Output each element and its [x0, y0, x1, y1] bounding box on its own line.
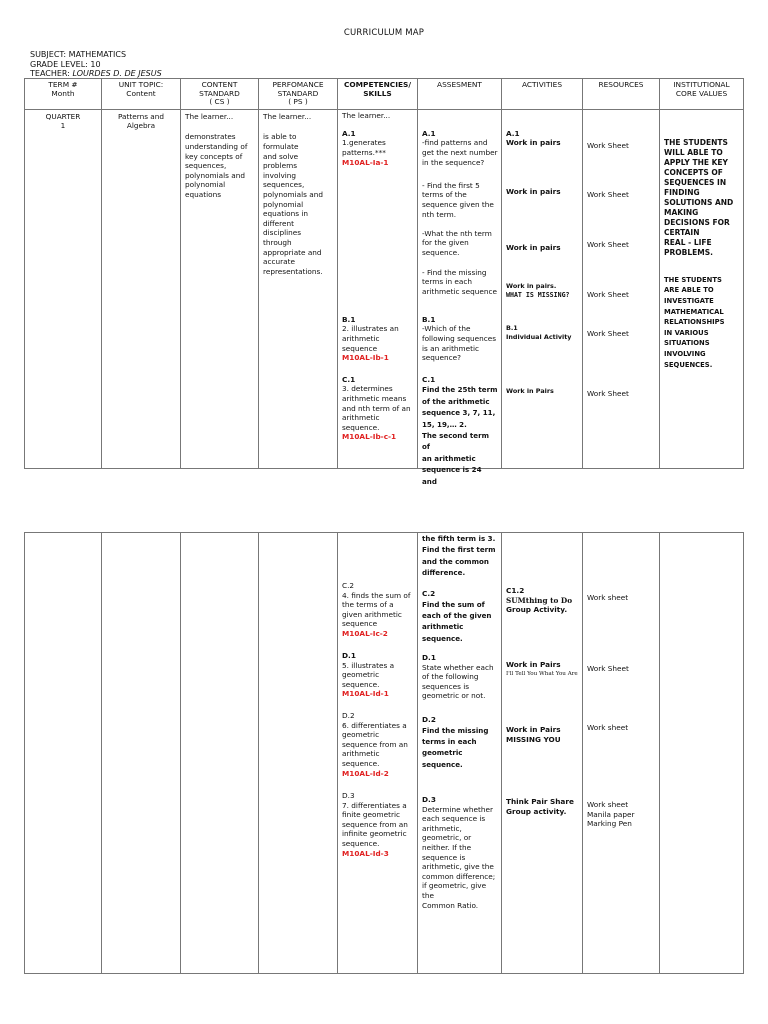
text-line: and nth term of an [342, 403, 411, 413]
activity-d3 [506, 797, 579, 816]
act-d1b: I'll Tell You What You Are [506, 670, 578, 677]
assessment-c1-continued [422, 533, 498, 579]
text-line: sequence [342, 619, 378, 629]
resource-d2: Work sheet [587, 723, 629, 732]
act-1: Work in pairs [506, 138, 561, 148]
assessment-d3 [422, 795, 498, 910]
as-a1-head: A.1 [422, 128, 436, 138]
act-c2b: Group Activity. [506, 605, 568, 615]
text-line: INSTITUTIONAL [673, 80, 730, 89]
text-line: polynomial [263, 199, 304, 209]
resource-c2: Work sheet [587, 593, 629, 602]
header-resources: RESOURCES [583, 79, 660, 110]
text-line: for the given [422, 238, 469, 248]
activity-4 [506, 282, 579, 301]
text-line: Find the missing [422, 725, 489, 735]
text-line: through [263, 237, 292, 247]
activity-3: Work in pairs [506, 242, 561, 252]
core-value-2 [664, 275, 740, 370]
header-row [25, 79, 744, 110]
text-line: sequence. [422, 633, 463, 643]
header-core-values [660, 79, 744, 110]
text-line: 6. differentiates a [342, 720, 407, 730]
header-competencies [338, 79, 418, 110]
text-line: the terms of a [342, 600, 394, 610]
teacher-name: LOURDES D. DE JESUS [72, 69, 162, 78]
act-d1a: Work in Pairs [506, 660, 561, 669]
competency-c2 [342, 581, 414, 639]
text-line: get the next number [422, 147, 498, 157]
text-line: geometric [342, 730, 380, 740]
act-b1-head: B.1 [506, 323, 518, 332]
activity-c2 [506, 586, 579, 615]
text-line: PROBLEMS. [664, 247, 713, 257]
text-line: sequence from an [342, 819, 408, 829]
resources-cell-2 [583, 533, 660, 974]
text-line: INVOLVING [664, 349, 706, 358]
comp-d2-code: M10AL-Id-2 [342, 768, 389, 778]
activity-a1 [506, 129, 579, 148]
text-line: RELATIONSHIPS [664, 318, 725, 327]
text-line: SEQUENCES. [664, 360, 713, 369]
resource-6: Work Sheet [587, 388, 629, 398]
text-line: sequence. [342, 679, 380, 689]
assessment-cell-2 [418, 533, 502, 974]
text-line: sequence. [342, 758, 380, 768]
text-line: - Find the missing [422, 267, 487, 277]
cs-text [185, 132, 254, 199]
text-line: -Which of the [422, 324, 471, 334]
text-line: involving [263, 170, 297, 180]
act-d2a: Work in Pairs [506, 725, 561, 734]
text-line: of the following [422, 672, 479, 682]
text-line: sequence 3, 7, 11, [422, 408, 496, 418]
text-line: sequence. [342, 838, 380, 848]
text-line: sequence is [422, 852, 466, 862]
text-line: - Find the first 5 [422, 180, 480, 190]
act-d3b: Group activity. [506, 806, 567, 816]
teacher-label: TEACHER: [30, 69, 73, 78]
text-line: APPLY THE KEY [664, 157, 728, 167]
text-line: polynomials and [185, 170, 246, 180]
quarter-1-row [25, 109, 744, 468]
as-c2-head: C.2 [422, 589, 436, 598]
text-line: FINDING [664, 187, 700, 197]
text-line: key concepts of [185, 151, 243, 161]
text-line: WILL ABLE TO [664, 147, 723, 157]
text-line: equations in [263, 209, 308, 219]
text-line: PERFOMANCE [272, 80, 324, 89]
text-line: geometric [422, 748, 463, 758]
text-line: sequence is 24 and [422, 465, 482, 486]
text-line: arithmetic [342, 413, 380, 423]
text-line: appropriate and [263, 247, 322, 257]
text-line: polynomial [185, 180, 226, 190]
core-values-cell-2 [660, 533, 744, 974]
comp-d1-head: D.1 [342, 651, 356, 660]
header-term [25, 79, 102, 110]
text-line: terms in each [422, 737, 477, 746]
resource-d3 [587, 800, 656, 829]
curriculum-table-page-2 [24, 532, 744, 974]
cs-intro: The learner... [185, 111, 234, 121]
text-line: ( PS ) [288, 97, 308, 107]
comp-d3-head: D.3 [342, 791, 355, 800]
text-line: Algebra [126, 121, 156, 131]
text-line: following sequences [422, 333, 497, 343]
text-line: State whether each [422, 662, 494, 672]
text-line: sequence? [422, 353, 462, 363]
assessment-cell [418, 109, 502, 486]
text-line: sequence [342, 343, 378, 353]
text-line: understanding of [185, 141, 248, 151]
document-title: CURRICULUM MAP [343, 28, 425, 38]
assessment-d2 [422, 715, 498, 770]
assessment-a1 [422, 129, 498, 167]
resource-3: Work Sheet [587, 239, 629, 249]
text-line: in the sequence? [422, 157, 485, 167]
text-line: The second term of [422, 431, 489, 452]
text-line: 15, 19,… 2. [422, 419, 467, 429]
activity-c1: Work in Pairs [506, 386, 554, 395]
text-line: arithmetic means [342, 393, 407, 403]
text-line: QUARTER [45, 111, 81, 121]
text-line: SKILLS [363, 88, 392, 98]
comp-a1-head: A.1 [342, 128, 356, 138]
comp-b1-code: M10AL-Ib-1 [342, 353, 389, 363]
resource-1: Work Sheet [587, 140, 629, 150]
text-line: sequence given the [422, 199, 494, 209]
text-line: an arithmetic [422, 453, 476, 463]
curriculum-table-page-1 [24, 78, 744, 486]
text-line: geometric, or [422, 833, 472, 843]
text-line: and the common [422, 556, 489, 566]
text-line: -What the nth term [422, 228, 492, 238]
act-b1: Individual Activity [506, 333, 572, 342]
ps-text [263, 132, 333, 276]
comp-d2-head: D.2 [342, 711, 355, 720]
resource-2: Work Sheet [587, 189, 629, 199]
comp-c1-code: M10AL-Ib-c-1 [342, 432, 397, 442]
activities-cell-2 [502, 533, 583, 974]
act-4b: WHAT IS MISSING? [506, 291, 570, 300]
text-line: UNIT TOPIC: [118, 80, 164, 89]
text-line: MATHEMATICAL [664, 307, 724, 316]
text-line: SOLUTIONS AND [664, 197, 734, 207]
resource-4: Work Sheet [587, 289, 629, 299]
competency-d2 [342, 711, 414, 778]
activity-d2 [506, 725, 579, 744]
text-line: demonstrates [185, 132, 236, 142]
text-line: CONCEPTS OF [664, 167, 723, 177]
text-line: Month [51, 88, 75, 98]
text-line: THE STUDENTS [664, 275, 722, 284]
text-line: polynomials and [263, 189, 324, 199]
competencies-cell-2 [338, 533, 418, 974]
text-line: STANDARD [199, 88, 240, 98]
text-line: arithmetic sequence [422, 286, 497, 296]
text-line: 5. illustrates a [342, 660, 395, 670]
text-line: CERTAIN [664, 227, 700, 237]
text-line: arithmetic, give the [422, 862, 494, 872]
competency-a1 [342, 129, 414, 167]
text-line: CONTENT [201, 80, 238, 89]
text-line: Find the 25th term [422, 385, 498, 395]
unit-topic-cell-2 [102, 533, 181, 974]
term-cell-2 [25, 533, 102, 974]
activity-2: Work in pairs [506, 186, 561, 196]
comp-d1-code: M10AL-Id-1 [342, 689, 389, 699]
content-standard-cell-2 [181, 533, 259, 974]
text-line: SEQUENCES IN [664, 177, 727, 187]
header-performance-standard [259, 79, 338, 110]
text-line: sequence. [422, 759, 463, 769]
text-line: Find the first term [422, 545, 496, 555]
text-line: 1 [60, 121, 66, 131]
comp-a1-code: M10AL-Ia-1 [342, 157, 389, 167]
comp-b1-head: B.1 [342, 314, 356, 324]
resources-cell [583, 109, 660, 468]
competencies-cell [338, 109, 418, 468]
text-line: sequence. [422, 247, 460, 257]
text-line: common difference; [422, 871, 496, 881]
text-line: if geometric, give [422, 881, 487, 891]
comp-intro: The learner... [342, 110, 391, 120]
text-line: sequence. [342, 422, 380, 432]
performance-standard-cell [259, 109, 338, 468]
text-line: Marking Pen [587, 819, 632, 829]
comp-c2-head: C.2 [342, 581, 355, 590]
text-line: REAL - LIFE [664, 237, 712, 247]
text-line: TERM # [48, 80, 78, 89]
text-line: INVESTIGATE [664, 296, 714, 305]
performance-standard-cell-2 [259, 533, 338, 974]
text-line: terms of the [422, 190, 467, 200]
text-line: MAKING [664, 207, 699, 217]
text-line: arithmetic, [422, 823, 462, 833]
header-content-standard [181, 79, 259, 110]
core-values-cell [660, 109, 744, 468]
text-line: patterns.*** [342, 147, 386, 157]
text-line: sequences is [422, 681, 470, 691]
text-line: IN VARIOUS [664, 328, 709, 337]
text-line: sequence from an [342, 739, 408, 749]
text-line: ARE ABLE TO [664, 286, 714, 295]
ps-intro: The learner... [263, 111, 312, 121]
text-line: each sequence is [422, 814, 486, 824]
assessment-c1 [422, 375, 498, 487]
text-line: sequences, [185, 161, 227, 171]
text-line: different disciplines [263, 218, 302, 238]
text-line: finite geometric [342, 810, 401, 820]
header-assessment: ASSESMENT [418, 79, 502, 110]
text-line: sequences, [263, 180, 305, 190]
competency-d1 [342, 651, 414, 699]
competency-c1 [342, 375, 414, 442]
activities-cell [502, 109, 583, 468]
assessment-a3 [422, 229, 498, 258]
text-line: accurate [263, 257, 295, 267]
text-line: given arithmetic [342, 609, 402, 619]
assessment-a4 [422, 268, 498, 297]
text-line: arithmetic [422, 622, 464, 632]
resource-5: Work Sheet [587, 328, 629, 338]
text-line: equations [185, 189, 221, 199]
content-standard-cell [181, 109, 259, 468]
text-line: is an arithmetic [422, 343, 480, 353]
assessment-a2 [422, 181, 498, 219]
assessment-d1 [422, 653, 498, 701]
subject-line: SUBJECT: MATHEMATICS [30, 50, 127, 59]
text-line: -find patterns and [422, 138, 488, 148]
term-cell [25, 109, 102, 468]
activity-d1 [506, 660, 579, 679]
text-line: Common Ratio. [422, 900, 479, 910]
competency-d3 [342, 791, 414, 858]
act-d3a: Think Pair Share [506, 797, 574, 806]
text-line: 2. illustrates an [342, 324, 399, 334]
text-line: Find the sum of [422, 599, 485, 609]
resource-d1: Work Sheet [587, 664, 629, 673]
text-line: the [422, 890, 434, 900]
text-line: nth term. [422, 209, 457, 219]
text-line: and solve problems [263, 151, 299, 171]
text-line: terms in each [422, 277, 473, 287]
text-line: difference. [422, 568, 466, 578]
text-line: THE STUDENTS [664, 137, 728, 147]
text-line: 4. finds the sum of [342, 590, 411, 600]
text-line: infinite geometric [342, 829, 407, 839]
text-line: DECISIONS FOR [664, 217, 730, 227]
act-d2b: MISSING YOU [506, 734, 561, 744]
text-line: 1.generates [342, 138, 386, 148]
text-line: Determine whether [422, 804, 493, 814]
text-line: is able to formulate [263, 132, 299, 151]
core-value-1 [664, 138, 740, 258]
as-d3-head: D.3 [422, 795, 436, 804]
text-line: STANDARD [277, 88, 319, 98]
act-4a: Work in pairs. [506, 281, 557, 290]
act-c2a: SUMthing to Do [506, 595, 573, 605]
text-line: the fifth term is 3. [422, 534, 496, 543]
as-d1-head: D.1 [422, 653, 436, 662]
competency-b1 [342, 315, 414, 363]
header-activities: ACTIVITIES [502, 79, 583, 110]
text-line: each of the given [422, 611, 492, 620]
text-line: ( CS ) [209, 97, 230, 107]
text-line: Work sheet [587, 800, 629, 809]
text-line: of the arithmetic [422, 396, 490, 406]
text-line: SITUATIONS [664, 339, 710, 348]
text-line: CORE VALUES [675, 88, 728, 98]
as-c1-head: C.1 [422, 374, 436, 384]
text-line: 7. differentiates a [342, 800, 407, 810]
text-line: Patterns and [117, 111, 165, 121]
comp-d3-code: M10AL-Id-3 [342, 848, 389, 858]
comp-c1-head: C.1 [342, 374, 356, 384]
header-unit-topic [102, 79, 181, 110]
as-d2-head: D.2 [422, 715, 436, 724]
text-line: geometric [342, 670, 380, 680]
act-c2-head: C1.2 [506, 586, 525, 595]
unit-topic-cell [102, 109, 181, 468]
text-line: 3. determines [342, 384, 393, 394]
activity-b1 [506, 324, 579, 343]
comp-c2-code: M10AL-Ic-2 [342, 628, 388, 638]
grade-line: GRADE LEVEL: 10 [30, 60, 101, 69]
text-line: neither. If the [422, 842, 472, 852]
assessment-c2 [422, 589, 498, 644]
text-line: Manila paper [587, 809, 635, 819]
text-line: representations. [263, 266, 323, 276]
text-line: geometric or not. [422, 691, 486, 701]
text-line: arithmetic [342, 333, 380, 343]
text-line: COMPETENCIES/ [343, 80, 412, 89]
as-b1-head: B.1 [422, 314, 436, 324]
text-line: arithmetic [342, 749, 380, 759]
continuation-row [25, 533, 744, 974]
text-line: Content [126, 88, 156, 98]
act-a1-head: A.1 [506, 128, 520, 138]
assessment-b1 [422, 315, 498, 363]
